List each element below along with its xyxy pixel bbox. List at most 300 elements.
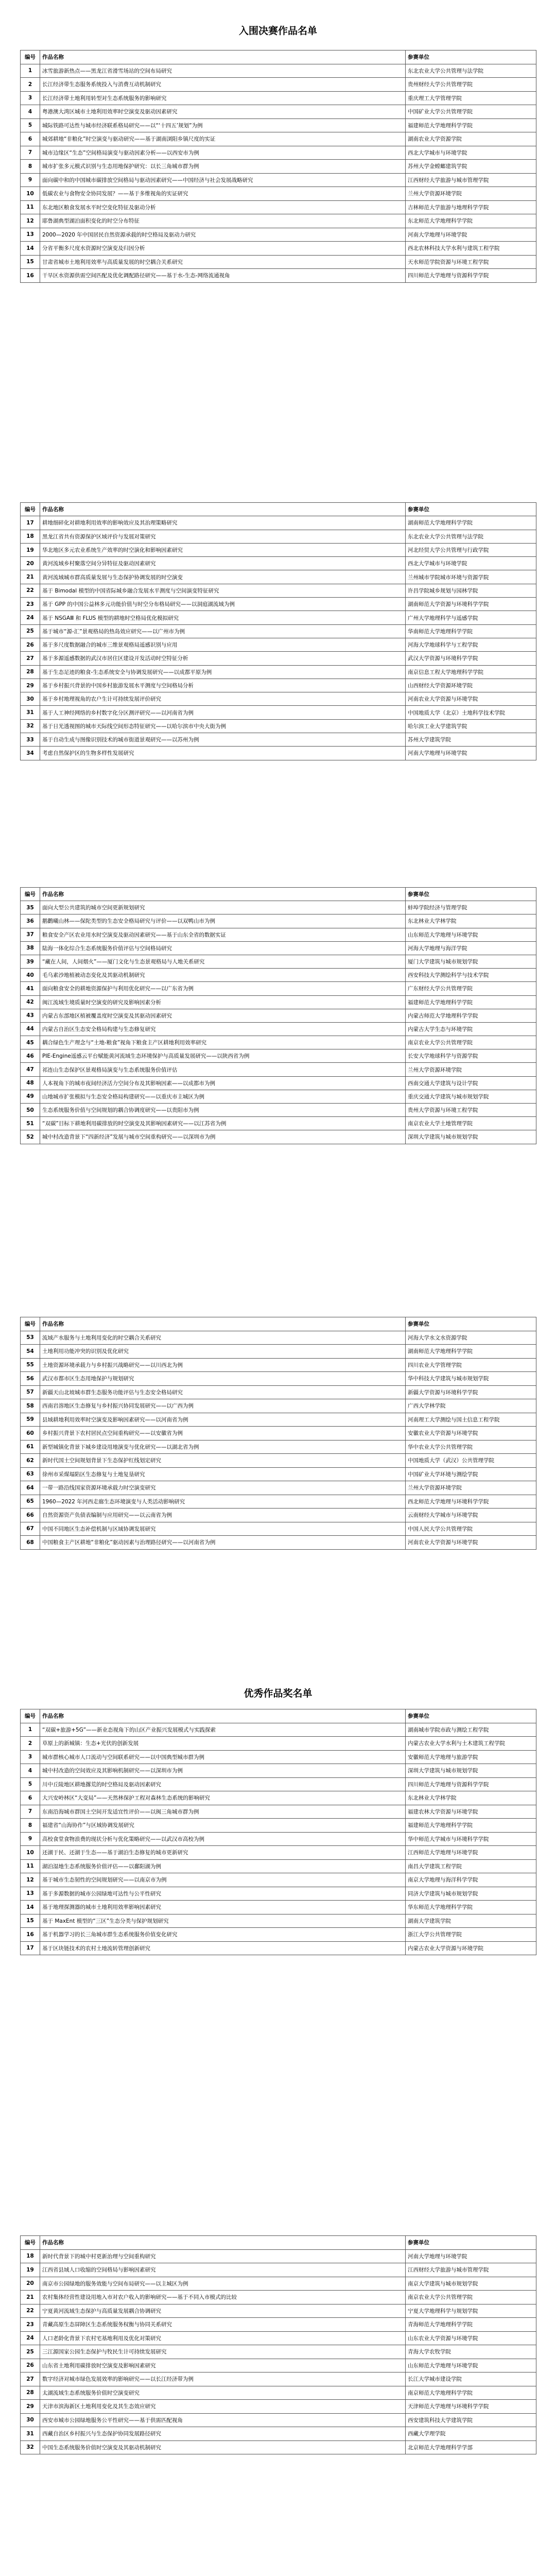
- cell-unit: 苏州大学金螳螂建筑学院: [408, 163, 467, 170]
- cell-unit: 东北农业大学公共管理与法学院: [408, 533, 483, 540]
- cell-unit: 华南师范大学地理科学学院: [408, 628, 473, 635]
- table-row: [21, 1873, 536, 1887]
- header-work: 作品名称: [40, 1317, 406, 1331]
- table-row: [21, 1737, 536, 1751]
- cell-unit: 湖南城市学院市政与测绘工程学院: [408, 1726, 489, 1733]
- cell-work: 城市群核心城市人口流动与空间联系研究——以中国典型城市群为例: [40, 1751, 406, 1764]
- cell-work: 福建省“山海协作”与区域协调发展研究: [40, 1819, 406, 1832]
- cell-no: 3: [21, 92, 40, 105]
- cell-work: PIE-Engine遥感云平台赋能黄河流域生态环境保护与高质量发展研究——以陕西省为例: [40, 1049, 406, 1062]
- header-work: 作品名称: [40, 2236, 406, 2249]
- cell-work: 黄河流域乡村聚落空间分异特征及驱动因素研究: [40, 557, 406, 570]
- cell-work: 基于人工神经网络的乡村数字化分区测评研究——以河南省为例: [40, 706, 406, 719]
- cell-no: 24: [21, 611, 40, 624]
- cell-no: 17: [21, 1942, 40, 1955]
- cell-no: 66: [21, 1509, 40, 1522]
- cell-unit: 西北大学城市与环境学院: [408, 561, 467, 567]
- table-row: [21, 174, 536, 188]
- cell-work: 山地城市扩张模拟与生态安全格局构建研究——以重庆市主城区为例: [40, 1090, 406, 1103]
- cell-no: 9: [21, 174, 40, 187]
- cell-no: 41: [21, 982, 40, 995]
- cell-unit: 同济大学建筑与城市规划学院: [408, 1890, 478, 1897]
- table-row: [21, 1928, 536, 1942]
- cell-work: 新型城镇化背景下城乡建设用地演变与优化研究——以湖北省为例: [40, 1440, 406, 1454]
- cell-no: 27: [21, 2372, 40, 2386]
- header-no: 编号: [21, 2236, 40, 2249]
- table-row: [21, 733, 536, 747]
- cell-work: 基于日光透视图的城市天际线空间形态特征研究——以哈尔滨市中央大街为例: [40, 720, 406, 733]
- cell-no: 12: [21, 1873, 40, 1887]
- cell-no: 38: [21, 942, 40, 955]
- cell-work: 基于机器学习的长三角城市群生态系统服务价值变化研究: [40, 1928, 406, 1941]
- cell-unit: 湖南农业大学资源学院: [408, 136, 462, 143]
- cell-work: 人本视角下的城市夜间经济活力空间分布及其影响因素——以成都市为例: [40, 1077, 406, 1090]
- cell-no: 6: [21, 132, 40, 146]
- table-row: [21, 1778, 536, 1792]
- cell-unit: 南京师范大学地理科学学院: [408, 2389, 473, 2396]
- cell-work: 城市扩张多元模式识别与生态用地保护研究：以长三角城市群为例: [40, 160, 406, 173]
- cell-no: 13: [21, 228, 40, 242]
- cell-work: 东南沿海城市群国土空间开发适宜性评价——以闽三角城市群为例: [40, 1805, 406, 1819]
- cell-no: 30: [21, 692, 40, 705]
- cell-no: 58: [21, 1399, 40, 1413]
- cell-unit: 长江大学城市建设学院: [408, 2376, 462, 2383]
- table-row: [21, 1509, 536, 1522]
- cell-work: 长江经济带土地利用转型对生态系统服务的影响研究: [40, 92, 406, 105]
- cell-unit: 西南交通大学建筑与设计学院: [408, 1080, 478, 1087]
- table-row: [21, 638, 536, 652]
- cell-no: 32: [21, 2441, 40, 2454]
- cell-work: 基于城市生态韧性的空间规划研究——以南京市为例: [40, 1873, 406, 1887]
- table-row: [21, 1454, 536, 1468]
- cell-no: 22: [21, 2304, 40, 2318]
- table-row: [21, 1860, 536, 1874]
- table-row: [21, 996, 536, 1009]
- cell-no: 48: [21, 1077, 40, 1090]
- header-no: 编号: [21, 1709, 40, 1723]
- table-row: [21, 1023, 536, 1036]
- table-row: [21, 132, 536, 146]
- cell-work: 青藏高原生态屏障区生态系统服务权衡与协同关系研究: [40, 2318, 406, 2331]
- cell-work: 土地资源环境承载力与乡村振兴战略研究——以川西北为例: [40, 1359, 406, 1372]
- cell-unit: 福建农林大学资源与环境学院: [408, 1808, 478, 1815]
- table-header-row: [21, 1317, 536, 1331]
- table-row: [21, 2277, 536, 2291]
- cell-no: 5: [21, 119, 40, 132]
- table-row: [21, 1399, 536, 1413]
- cell-unit: 苏州大学建筑学院: [408, 737, 451, 743]
- cell-unit: 青海师范大学地理科学学院: [408, 2321, 473, 2328]
- table-row: [21, 557, 536, 570]
- cell-work: 基于乡村振兴背景的中国乡村旅游发展水平测度与空间格局分析: [40, 679, 406, 692]
- table-row: [21, 982, 536, 995]
- cell-unit: 西北农林科技大学水利与建筑工程学院: [408, 245, 500, 252]
- table-row: [21, 64, 536, 78]
- table-row: [21, 1427, 536, 1440]
- cell-unit: 浙江大学公共管理学院: [408, 1931, 462, 1938]
- cell-unit: 四川师范大学地理与资源科学学院: [408, 1781, 489, 1788]
- cell-unit: 厦门大学建筑与城市规划学院: [408, 959, 478, 965]
- cell-unit: 广州大学地理科学与遥感学院: [408, 615, 478, 621]
- cell-unit: 西藏大学理学院: [408, 2431, 446, 2437]
- cell-work: 草原上的新城镇：生态+光伏的创新发展: [40, 1737, 406, 1750]
- cell-work: 一带一路沿线国家资源环境承载力时空演变研究: [40, 1481, 406, 1495]
- table-row: [21, 1345, 536, 1359]
- table-row: [21, 1372, 536, 1386]
- cell-no: 8: [21, 1819, 40, 1832]
- table-row: [21, 1063, 536, 1076]
- table-row: [21, 1846, 536, 1860]
- table-header-row: [21, 888, 536, 901]
- cell-unit: 中国地质大学（武汉）公共管理学院: [408, 1458, 494, 1464]
- cell-unit: 新疆大学资源与环境科学学院: [408, 1389, 478, 1396]
- table-row: [21, 652, 536, 665]
- cell-no: 25: [21, 2345, 40, 2359]
- cell-no: 15: [21, 1914, 40, 1928]
- cell-work: 城中村改造背景下“四新经济”发展与城市空间重构研究——以深圳市为例: [40, 1130, 406, 1143]
- cell-no: 46: [21, 1049, 40, 1062]
- cell-unit: 河海大学水文水资源学院: [408, 1334, 467, 1341]
- header-unit: 参赛单位: [408, 891, 429, 898]
- cell-unit: 吉林师范大学旅游与地理科学学院: [408, 204, 489, 211]
- table-row: [21, 119, 536, 133]
- cell-no: 14: [21, 1901, 40, 1914]
- cell-unit: 中国矿业大学公共管理学院: [408, 109, 473, 115]
- cell-unit: 东北林业大学林学院: [408, 1795, 457, 1802]
- table-row: [21, 1036, 536, 1049]
- cell-work: 粮食安全产区农业用水时空演变及驱动因素研究——基于山东全省的数据实证: [40, 928, 406, 941]
- cell-unit: 湖南师范大学地理科学学院: [408, 1348, 473, 1355]
- cell-work: 耶鲁湖典型湖泊面积变化的时空分布特征: [40, 214, 406, 228]
- table-row: [21, 1481, 536, 1495]
- table-row: [21, 611, 536, 624]
- cell-work: 2000—2020 年中国居民自然资源承载的时空格局及驱动力研究: [40, 228, 406, 242]
- table-row: [21, 942, 536, 955]
- cell-unit: 河海大学地球科学与工程学院: [408, 642, 478, 649]
- cell-unit: 四川农业大学管理学院: [408, 1362, 462, 1368]
- cell-no: 14: [21, 242, 40, 255]
- table-row: [21, 2441, 536, 2455]
- table-row: [21, 2372, 536, 2386]
- cell-no: 33: [21, 733, 40, 746]
- cell-no: 37: [21, 928, 40, 941]
- table-row: [21, 1833, 536, 1846]
- cell-unit: 深圳大学建筑与城市规划学院: [408, 1768, 478, 1774]
- cell-work: 数字经济对城市绿色发展效率的影响研究——以长江经济带为例: [40, 2372, 406, 2386]
- table-row: [21, 901, 536, 914]
- cell-work: 土地利用功能冲突的识别及优化研究: [40, 1345, 406, 1358]
- cell-no: 20: [21, 557, 40, 570]
- cell-unit: 贵州大学资源与环境工程学院: [408, 1107, 478, 1114]
- cell-unit: 哈尔滨工业大学建筑学院: [408, 723, 467, 730]
- cell-work: 徐州市采煤塌陷区生态修复与土地复垦研究: [40, 1468, 406, 1481]
- cell-unit: 天水师范学院资源与环境工程学院: [408, 259, 489, 265]
- cell-no: 42: [21, 996, 40, 1009]
- table-row: [21, 1130, 536, 1144]
- table-row: [21, 2318, 536, 2332]
- cell-work: 农村集体经营性建设用地入市对农户收入的影响研究——基于不同入市模式的比较: [40, 2291, 406, 2304]
- cell-work: 县域耕地利用效率时空演变及影响因素研究——以河南省为例: [40, 1413, 406, 1427]
- table-row: [21, 1887, 536, 1901]
- table-row: [21, 679, 536, 692]
- cell-unit: 河南大学地理与环境学院: [408, 750, 467, 757]
- table-row: [21, 78, 536, 92]
- cell-no: 18: [21, 530, 40, 543]
- cell-work: 基于多源数据的城市公园绿地可达性与公平性研究: [40, 1887, 406, 1901]
- cell-no: 26: [21, 2359, 40, 2372]
- table-row: [21, 1819, 536, 1833]
- cell-no: 63: [21, 1468, 40, 1481]
- table-row: [21, 1468, 536, 1482]
- header-work: 作品名称: [40, 888, 406, 901]
- table-row: [21, 1090, 536, 1104]
- cell-no: 25: [21, 625, 40, 638]
- cell-no: 56: [21, 1372, 40, 1385]
- cell-work: 江西省县域人口收缩的空间格局与影响因素研究: [40, 2263, 406, 2277]
- cell-no: 39: [21, 955, 40, 968]
- cell-unit: 长安大学地球科学与资源学院: [408, 1053, 478, 1060]
- cell-work: 自然资源资产负债表编制与应用研究——以云南省为例: [40, 1509, 406, 1522]
- table-row: [21, 544, 536, 557]
- cell-no: 29: [21, 679, 40, 692]
- cell-unit: 南京信息工程大学地理科学学院: [408, 669, 483, 675]
- cell-unit: 福建师范大学地理科学学院: [408, 1822, 473, 1829]
- cell-work: 基于地理探测器的城市土地利用效率影响因素研究: [40, 1901, 406, 1914]
- cell-unit: 兰州大学资源环境学院: [408, 191, 462, 197]
- table-row: [21, 1751, 536, 1765]
- cell-no: 2: [21, 1737, 40, 1750]
- table-row: [21, 666, 536, 679]
- cell-no: 19: [21, 2263, 40, 2277]
- cell-work: 耦合绿色生产理念与“土地-粮食”视角下粮食主产区耕地利用效率研究: [40, 1036, 406, 1049]
- cell-no: 8: [21, 160, 40, 173]
- cell-work: 1960—2022 年河西走廊生态环境演变与人类活动影响研究: [40, 1495, 406, 1509]
- table-row: [21, 2250, 536, 2264]
- cell-no: 54: [21, 1345, 40, 1358]
- cell-work: 高校食堂食物浪费的现状分析与优化策略研究——以武汉市高校为例: [40, 1833, 406, 1846]
- cell-no: 17: [21, 516, 40, 529]
- table-row: [21, 1413, 536, 1427]
- cell-unit: 武汉大学资源与环境科学学院: [408, 655, 478, 662]
- cell-work: 华北地区多元农业系统生产效率的时空演化和影响因素研究: [40, 544, 406, 556]
- cell-no: 2: [21, 78, 40, 91]
- table-row: [21, 1764, 536, 1778]
- table-row: [21, 2427, 536, 2441]
- cell-unit: 河海大学地理与海洋学院: [408, 945, 467, 952]
- cell-unit: 贵州财经大学公共管理学院: [408, 81, 473, 88]
- table-row: [21, 2263, 536, 2277]
- cell-no: 7: [21, 1805, 40, 1819]
- cell-unit: 内蒙古师范大学地理科学学院: [408, 1012, 478, 1019]
- cell-unit: 中国矿业大学环境与测绘学院: [408, 1471, 478, 1478]
- table-row: [21, 928, 536, 942]
- table-row: [21, 1009, 536, 1023]
- cell-no: 9: [21, 1833, 40, 1846]
- cell-no: 12: [21, 214, 40, 228]
- cell-unit: 湖南大学建筑学院: [408, 1918, 451, 1924]
- cell-work: 中国不同地区生态补偿机制与区域协调发展研究: [40, 1522, 406, 1536]
- cell-unit: 四川师范大学地理与资源科学学院: [408, 273, 489, 279]
- cell-no: 13: [21, 1887, 40, 1901]
- cell-no: 29: [21, 2400, 40, 2413]
- table-row: [21, 256, 536, 269]
- cell-unit: 天津师范大学地理与环境科学学院: [408, 2403, 489, 2410]
- cell-unit: 南昌大学建筑工程学院: [408, 1863, 462, 1870]
- cell-work: “双碳+旅游+5G”——新业态视角下的山区产业振兴发展模式与实践探索: [40, 1723, 406, 1737]
- header-no: 编号: [21, 503, 40, 516]
- table-row: [21, 2414, 536, 2428]
- cell-unit: 安徽农业大学资源与环境学院: [408, 1430, 478, 1437]
- cell-no: 40: [21, 969, 40, 981]
- cell-no: 28: [21, 666, 40, 679]
- cell-work: “藏在人间，人间烟火”——厦门文化与生态景观格局与人地关系研究: [40, 955, 406, 968]
- table-header-row: [21, 2236, 536, 2250]
- excellent-title: 优秀作品奖名单: [244, 1688, 312, 1699]
- header-no: 编号: [21, 888, 40, 901]
- cell-work: 内蒙古东部地区植被覆盖度时空演变及其驱动因素研究: [40, 1009, 406, 1022]
- cell-work: 甘肃省城市土地利用效率与高质量发展的时空耦合关系研究: [40, 256, 406, 269]
- cell-unit: 山西财经大学资源环境学院: [408, 683, 473, 689]
- cell-work: 山东省土地利用碳排放时空演变及影响因素研究: [40, 2359, 406, 2372]
- cell-work: 面向大型公共建筑的城市空间更新规划研究: [40, 901, 406, 914]
- cell-no: 55: [21, 1359, 40, 1372]
- cell-unit: 华东师范大学地理科学学院: [408, 1904, 473, 1911]
- table-row: [21, 625, 536, 638]
- cell-work: 乡村振兴背景下农村居民点空间重构研究——以安徽省为例: [40, 1427, 406, 1440]
- cell-unit: 中国地质大学（北京）土地科学技术学院: [408, 709, 505, 716]
- cell-unit: 湖南师范大学地理科学学院: [408, 520, 473, 527]
- cell-no: 1: [21, 1723, 40, 1737]
- cell-unit: 江西师范大学地理与环境学院: [408, 1850, 478, 1856]
- cell-work: 城郊耕地“非粮化”时空演变与驱动研究——基于湖南浏阳乡镇尺度的实证: [40, 132, 406, 146]
- cell-work: 基于区块链技术的农村土地流转管理创新研究: [40, 1942, 406, 1955]
- excellent-table-1: [20, 1709, 536, 1955]
- cell-work: 耕地细碎化对耕地利用效率的影响效应及其治理策略研究: [40, 516, 406, 529]
- finalists-table-3: [20, 887, 536, 1144]
- cell-no: 27: [21, 652, 40, 665]
- cell-no: 30: [21, 2414, 40, 2427]
- cell-unit: 河南农业大学资源与环境学院: [408, 1539, 478, 1546]
- cell-no: 23: [21, 2318, 40, 2331]
- table-row: [21, 570, 536, 584]
- cell-unit: 华中农业大学公共管理学院: [408, 1444, 473, 1450]
- header-work: 作品名称: [40, 503, 406, 516]
- cell-work: 武汉市都市区生态用地保护与规划研究: [40, 1372, 406, 1385]
- cell-no: 1: [21, 64, 40, 78]
- cell-unit: 山东师范大学地理与环境学院: [408, 2362, 478, 2369]
- cell-work: 西安市城市公园绿地服务公平性研究——基于供需匹配视角: [40, 2414, 406, 2427]
- cell-no: 24: [21, 2332, 40, 2345]
- table-row: [21, 92, 536, 106]
- table-row: [21, 1077, 536, 1090]
- table-row: [21, 2291, 536, 2304]
- cell-no: 53: [21, 1331, 40, 1345]
- cell-work: 中国粮食主产区耕地“非粮化”驱动因素与治理路径研究——以河南省为例: [40, 1536, 406, 1549]
- cell-no: 35: [21, 901, 40, 914]
- cell-unit: 安徽师范大学地理与旅游学院: [408, 1754, 478, 1760]
- header-no: 编号: [21, 1317, 40, 1331]
- cell-work: 南京市公园绿地的服务效能与空间布局研究——以主城区为例: [40, 2277, 406, 2291]
- cell-work: 中国生态系统服务价值时空演变及其驱动机制研究: [40, 2441, 406, 2454]
- cell-work: 内蒙古自治区生态安全格局构建与生态修复研究: [40, 1023, 406, 1036]
- finalists-table-4: [20, 1317, 536, 1550]
- excellent-table-2: [20, 2235, 536, 2454]
- cell-no: 26: [21, 638, 40, 651]
- cell-no: 67: [21, 1522, 40, 1536]
- table-row: [21, 2332, 536, 2346]
- header-unit: 参赛单位: [408, 506, 429, 513]
- cell-work: 新时代国土空间规划背景下生态保护红线划定研究: [40, 1454, 406, 1467]
- cell-no: 47: [21, 1063, 40, 1076]
- cell-no: 62: [21, 1454, 40, 1467]
- cell-work: 天津市滨海新区土地利用变化及其生态效应研究: [40, 2400, 406, 2413]
- cell-work: 分省平衡多尺度水资源时空演变及归因分析: [40, 242, 406, 255]
- table-row: [21, 706, 536, 719]
- cell-no: 10: [21, 187, 40, 200]
- table-row: [21, 2359, 536, 2373]
- cell-work: 城际铁路可达性与城市经济联系格局研究——以“‘十四五’规划”为例: [40, 119, 406, 132]
- cell-work: 基于自动生成与图像识别技术的城市街道景观研究——以苏州为例: [40, 733, 406, 746]
- cell-unit: 兰州大学资源环境学院: [408, 1066, 462, 1073]
- table-header-row: [21, 1709, 536, 1723]
- table-row: [21, 516, 536, 530]
- table-row: [21, 105, 536, 119]
- cell-work: 陆海一体化综合生态系统服务价值评估与空间格局研究: [40, 942, 406, 955]
- header-work: 作品名称: [40, 1709, 406, 1723]
- cell-work: 冰雪旅游新热点——黑龙江省滑雪场站的空间布局研究: [40, 64, 406, 78]
- cell-work: 城中村改造的空间效应及其影响机制研究——以深圳市为例: [40, 1764, 406, 1777]
- cell-work: 基于 GPP 的中国公益林多元功能价值与时空分布格局研究——以洞庭湖流域为例: [40, 598, 406, 611]
- cell-no: 16: [21, 1928, 40, 1941]
- cell-unit: 广东财经大学公共管理学院: [408, 986, 473, 992]
- cell-no: 59: [21, 1413, 40, 1427]
- cell-no: 21: [21, 2291, 40, 2304]
- cell-no: 3: [21, 1751, 40, 1764]
- table-row: [21, 747, 536, 760]
- cell-work: 基于城市“源-汇”景观格局的热岛效应研究——以广州市为例: [40, 625, 406, 638]
- cell-unit: 福建师范大学地理科学学院: [408, 999, 473, 1006]
- cell-work: 新时代背景下的城中村更新治理与空间重构研究: [40, 2250, 406, 2263]
- cell-work: 人口老龄化背景下农村宅基地利用及优化对策研究: [40, 2332, 406, 2345]
- finalists-table-2: [20, 502, 536, 760]
- cell-unit: 东北师范大学地理科学学院: [408, 218, 473, 225]
- cell-no: 57: [21, 1386, 40, 1399]
- cell-work: 基于乡村地理视角的农户生计可持续发展评价研究: [40, 692, 406, 705]
- cell-work: 面向碳中和的中国城市碳排放空间格局与驱动因素研究——中国经济与社会发展战略研究: [40, 174, 406, 187]
- cell-unit: 兰州大学资源环境学院: [408, 1485, 462, 1492]
- cell-work: 基于 Bimodal 模型的中国省际城乡融合发展水平测度与空间演变特征研究: [40, 584, 406, 597]
- cell-unit: 内蒙古农业大学资源与环境学院: [408, 1945, 483, 1952]
- cell-no: 45: [21, 1036, 40, 1049]
- cell-unit: 内蒙古大学生态与环境学院: [408, 1026, 473, 1032]
- table-row: [21, 2400, 536, 2414]
- table-row: [21, 1331, 536, 1345]
- cell-work: 毛乌素沙地植被动态变化及其驱动机制研究: [40, 969, 406, 981]
- cell-no: 51: [21, 1117, 40, 1130]
- cell-work: 面向粮食安全的耕地资源保护与利用优化研究——以广东省为例: [40, 982, 406, 995]
- cell-no: 49: [21, 1090, 40, 1103]
- table-row: [21, 187, 536, 201]
- cell-no: 65: [21, 1495, 40, 1509]
- cell-unit: 东北农业大学公共管理与法学院: [408, 67, 483, 74]
- cell-work: 长江经济带生态服务系统投入与消费互动机制研究: [40, 78, 406, 91]
- cell-work: 还湖于民、还湖于生态——基于湖泊生态修复的城市更新研究: [40, 1846, 406, 1859]
- cell-no: 36: [21, 914, 40, 927]
- cell-work: 三江源国家公园生态保护与牧民生计可持续发展研究: [40, 2345, 406, 2359]
- cell-unit: 重庆理工大学管理学院: [408, 95, 462, 101]
- cell-unit: 湖南师范大学资源与环境科学学院: [408, 601, 489, 608]
- table-header-row: [21, 503, 536, 516]
